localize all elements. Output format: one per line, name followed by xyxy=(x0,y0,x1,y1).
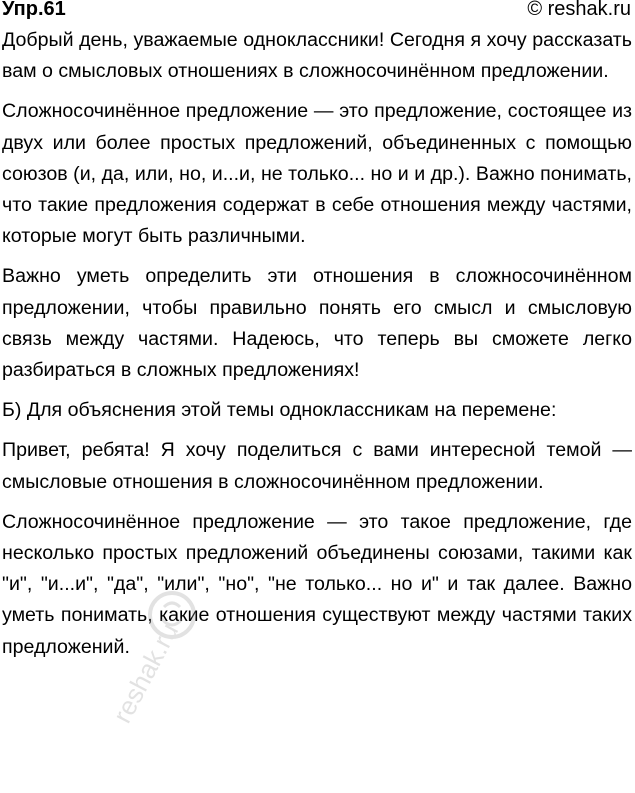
paragraph-classmates-explanation: Сложносочинённое предложение — это такое предложение, где несколько простых предложений объединены союзами, такими как "и", "и...и", "да", "или", "но", "не только... но и" и так далее. Важно уметь понимать, какие отношения существуют между частями таких предложений. xyxy=(2,510,632,658)
paragraph-classmates-greeting: Привет, ребята! Я хочу поделиться с вами интересной темой — смысловые отношения в сложносочинённом предложении. xyxy=(2,439,632,493)
paragraph-greeting: Добрый день, уважаемые одноклассники! Сегодня я хочу рассказать вам о смысловых отношениях в сложносочинённом предложении. xyxy=(2,29,632,83)
answer-text xyxy=(2,25,632,672)
paragraph-conclusion: Важно уметь определить эти отношения в сложносочинённом предложении, чтобы правильно понять его смысл и смысловую связь между частями. Надеюсь, что теперь вы сможете легко разбираться в сложных предложениях! xyxy=(2,265,632,382)
paragraph-part-b-heading: Б) Для объяснения этой темы одноклассникам на перемене: xyxy=(2,399,557,422)
watermark-text: reshak.ru xyxy=(106,618,185,728)
site-copyright: © reshak.ru xyxy=(527,0,631,20)
exercise-title: Упр.61 xyxy=(2,0,66,20)
page-header xyxy=(0,0,635,24)
paragraph-definition: Сложносочинённое предложение — это предложение, состоящее из двух или более простых предложений, объединенных с помощью союзов (и, да, или, но, и...и, не только... но и и др.). Важно понимать, что такие предложения содержат в себе отношения между частями, которые могут быть различными. xyxy=(2,100,632,248)
